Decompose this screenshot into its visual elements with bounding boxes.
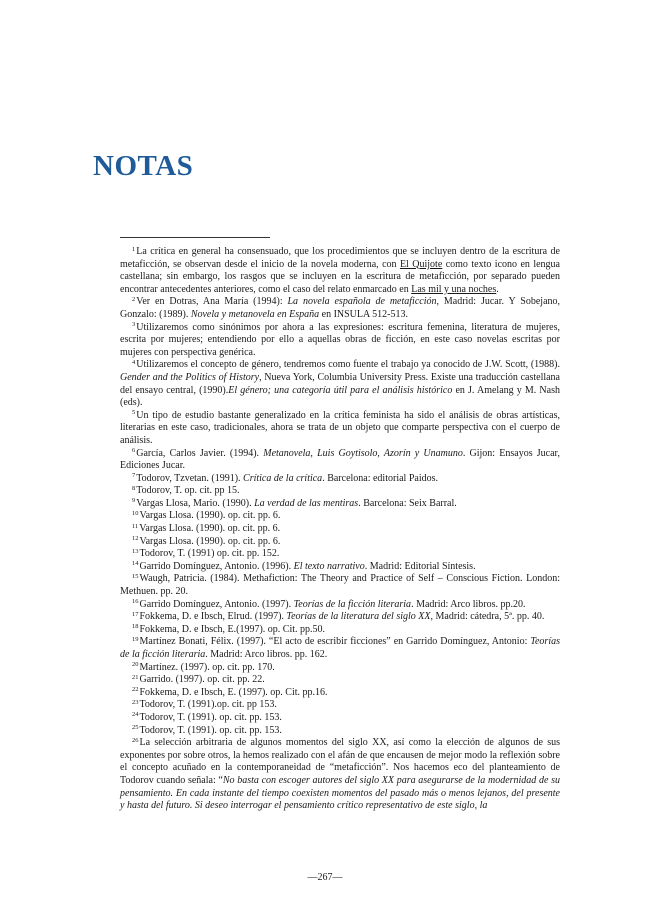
footnote-19 [120,636,560,661]
footnote-text: Todorov, T. (1991) op. cit. pp. 152. [139,548,280,560]
footnote-7 [120,473,560,486]
footnote-text: , Madrid: Jucar. Y Sobejano, Gonzalo: (1989). [120,296,561,320]
footnote-text: , Madrid: cátedra, 5ª. pp. 40. [430,611,545,623]
footnote-11 [120,523,560,536]
footnote-14 [120,561,560,574]
footnote-number: 12 [132,535,139,543]
footnote-25 [120,725,560,738]
italic-title: La novela española de metaficción [287,296,437,308]
footnote-text: . Barcelona: editorial Paidos. [322,472,438,484]
footnote-text: Martínez. (1997). op. cit. pp. 170. [139,661,275,673]
footnote-number: 23 [132,698,139,706]
footnote-number: 7 [132,472,136,480]
footnote-text: . Barcelona: Seix Barral. [358,497,457,509]
footnote-text: en INSULA 512-513. [319,308,409,320]
footnote-26 [120,737,560,813]
italic-title: Metanovela, Luis Goytisolo, Azorín y Unamuno [263,447,463,459]
footnote-text: Todorov, T. op. cit. pp 15. [136,485,240,497]
italic-title: El género; una categoría útil para el análisis histórico [228,384,453,396]
footnote-text: Vargas Llosa. (1990). op. cit. pp. 6. [139,510,281,522]
italic-title: La verdad de las mentiras [254,497,359,509]
footnote-number: 5 [132,409,136,417]
footnote-text: . Gijon: Ensayos Jucar, Ediciones Jucar. [120,447,560,472]
footnote-10 [120,510,560,523]
footnote-number: 26 [132,736,139,744]
footnote-text: Todorov, T. (1991). op. cit. pp. 153. [139,711,282,723]
footnote-22 [120,687,560,700]
footnote-text: Todorov, T. (1991). op. cit. pp. 153. [139,724,282,736]
footnote-text: Todorov, T. (1991).op. cit. pp 153. [139,699,277,711]
footnote-text: Fokkema, D. e Ibsch, Elrud. (1997). [139,611,287,623]
footnote-number: 11 [132,522,139,530]
footnote-text: Waugh, Patricia. (1984). Methafiction: The Theory and Practice of Self – Conscious Fiction. London: Methuen. pp. 20. [120,573,560,598]
footnote-8 [120,485,560,498]
footnote-number: 22 [132,686,139,694]
footnote-17 [120,611,560,624]
footnote-9 [120,498,560,511]
footnote-text: García, Carlos Javier. (1994). [136,447,264,459]
page-number: —267— [307,872,343,883]
footnote-text: . Madrid: Arco libros. pp.20. [411,598,526,610]
italic-title: Novela y metanovela en España [190,308,320,320]
footnote-6 [120,448,560,473]
footnote-text: Garrido. (1997). op. cit. pp. 22. [139,674,265,686]
footnote-text: en J. Amelang y M. Nash (eds). [120,384,560,409]
footnote-24 [120,712,560,725]
footnote-text: Martínez Bonati, Félix. (1997). “El acto de escribir ficciones” en Garrido Domínguez, Antonio: [139,636,531,648]
footnote-number: 4 [132,358,136,366]
footnote-2 [120,296,560,321]
footnote-text: Vargas Llosa, Mario. (1990). [136,497,255,509]
italic-title: Gender and the Politics of History [120,371,260,383]
italic-title: No basta con escoger autores del siglo XX para asegurarse de la modernidad de su pensamiento. En cada instante del tiempo coexisten momentos del pasado más o menos lejanos, del presente y hasta del futuro. Si deseo interrogar el pensamiento crítico representativo de este siglo, la [120,774,560,812]
footnote-number: 2 [132,295,136,303]
footnote-23 [120,699,560,712]
footnote-number: 24 [132,711,139,719]
footnote-21 [120,674,560,687]
footnote-separator [120,237,270,238]
italic-title: Teorías de la ficción literaria [293,598,412,610]
italic-title: Teorías de la ficción literaria [120,636,560,660]
footnote-number: 9 [132,497,136,505]
footnote-5 [120,410,560,448]
footnote-number: 14 [132,560,139,568]
footnote-13 [120,548,560,561]
footnote-text: . Madrid: Editorial Síntesis. [364,560,476,572]
footnote-number: 10 [132,509,139,517]
section-heading: NOTAS [93,150,194,182]
italic-title: El texto narrativo [293,560,365,572]
footnote-number: 16 [132,598,139,606]
italic-title: Crítica de la crítica [243,472,323,484]
footnote-text: Vargas Llosa. (1990). op. cit. pp. 6. [139,535,281,547]
footnote-text: Fokkema, D. e Ibsch, E.(1997). op. Cit. pp.50. [139,623,326,635]
footnote-3 [120,322,560,360]
footnote-text: Un tipo de estudio bastante generalizado en la crítica feminista ha sido el análisis de obras artísticas, literarias en este caso, tradicionales, ahora se trata de un objeto que comparte perspectiva con el cuerpo de análisis. [120,409,560,446]
footnote-12 [120,536,560,549]
footnote-number: 25 [132,724,139,732]
footnote-number: 18 [132,623,139,631]
footnote-4 [120,359,560,409]
footnote-text: Todorov, Tzvetan. (1991). [136,472,244,484]
footnote-text: Vargas Llosa. (1990). op. cit. pp. 6. [139,523,281,535]
footnote-text: . [496,283,499,295]
footnotes [120,246,560,813]
footnote-number: 19 [132,635,139,643]
footnote-15 [120,573,560,598]
footnote-text: , Nueva York, Columbia University Press. Existe una traducción castellana del ensayo central, (1990). [120,371,560,396]
footnote-text: Utilizaremos como sinónimos por ahora a las expresiones: escritura femenina, literatura de mujeres, escrita por mujeres; entendiendo por ello a aquellas obras de ficción, en este caso novelas escritas por mujeres con perspectiva genérica. [120,321,560,358]
footnote-text: La selección arbitraria de algunos momentos del siglo XX, así como la elección de algunos de sus exponentes por sobre otros, la hemos realizado con el afán de que encausen de mejor modo la reflexión sobre el concepto acuñado en la contemporaneidad de “metaficción”. Nos hacemos eco del planteamiento de Todorov cuando señala: “ [120,737,560,786]
footnote-text: Ver en Dotras, Ana María (1994): [136,296,288,308]
footnote-text: Utilizaremos el concepto de género, tendremos como fuente el trabajo ya conocido de J.W. Scott, (1988). [136,359,560,371]
footnote-number: 8 [132,484,136,492]
footnote-number: 3 [132,321,136,329]
footnote-text: Fokkema, D. e Ibsch, E. (1997). op. Cit. pp.16. [139,686,328,698]
footnote-18 [120,624,560,637]
footnote-number: 15 [132,572,139,580]
footnote-number: 1 [132,245,136,253]
footnote-text: Garrido Domínguez, Antonio. (1997). [139,598,294,610]
footnote-16 [120,599,560,612]
underlined-title: Las mil y una noches [411,283,497,295]
footnote-1 [120,246,560,296]
footnote-number: 21 [132,673,139,681]
footnote-number: 13 [132,547,139,555]
underlined-title: El Quijote [399,258,443,270]
footnote-text: como texto icono en lengua castellana; sin embargo, los rasgos que se incluyen en la escritura de metaficción, por separado pueden encontrar antecedentes anteriores, como el caso del relato enmarcado en [120,258,560,295]
italic-title: Teorías de la literatura del siglo XX [286,611,431,623]
footnote-20 [120,662,560,675]
footnote-text: . Madrid: Arco libros. pp. 162. [205,649,328,660]
footnote-text: La crítica en general ha consensuado, que los procedimientos que se incluyen dentro de la escritura de metaficción, se observan desde el inicio de la novela moderna, con [120,246,560,270]
footnote-number: 6 [132,447,136,454]
footnote-number: 17 [132,610,139,618]
footnote-number: 20 [132,661,139,669]
footnote-text: Garrido Domínguez, Antonio. (1996). [139,560,294,572]
